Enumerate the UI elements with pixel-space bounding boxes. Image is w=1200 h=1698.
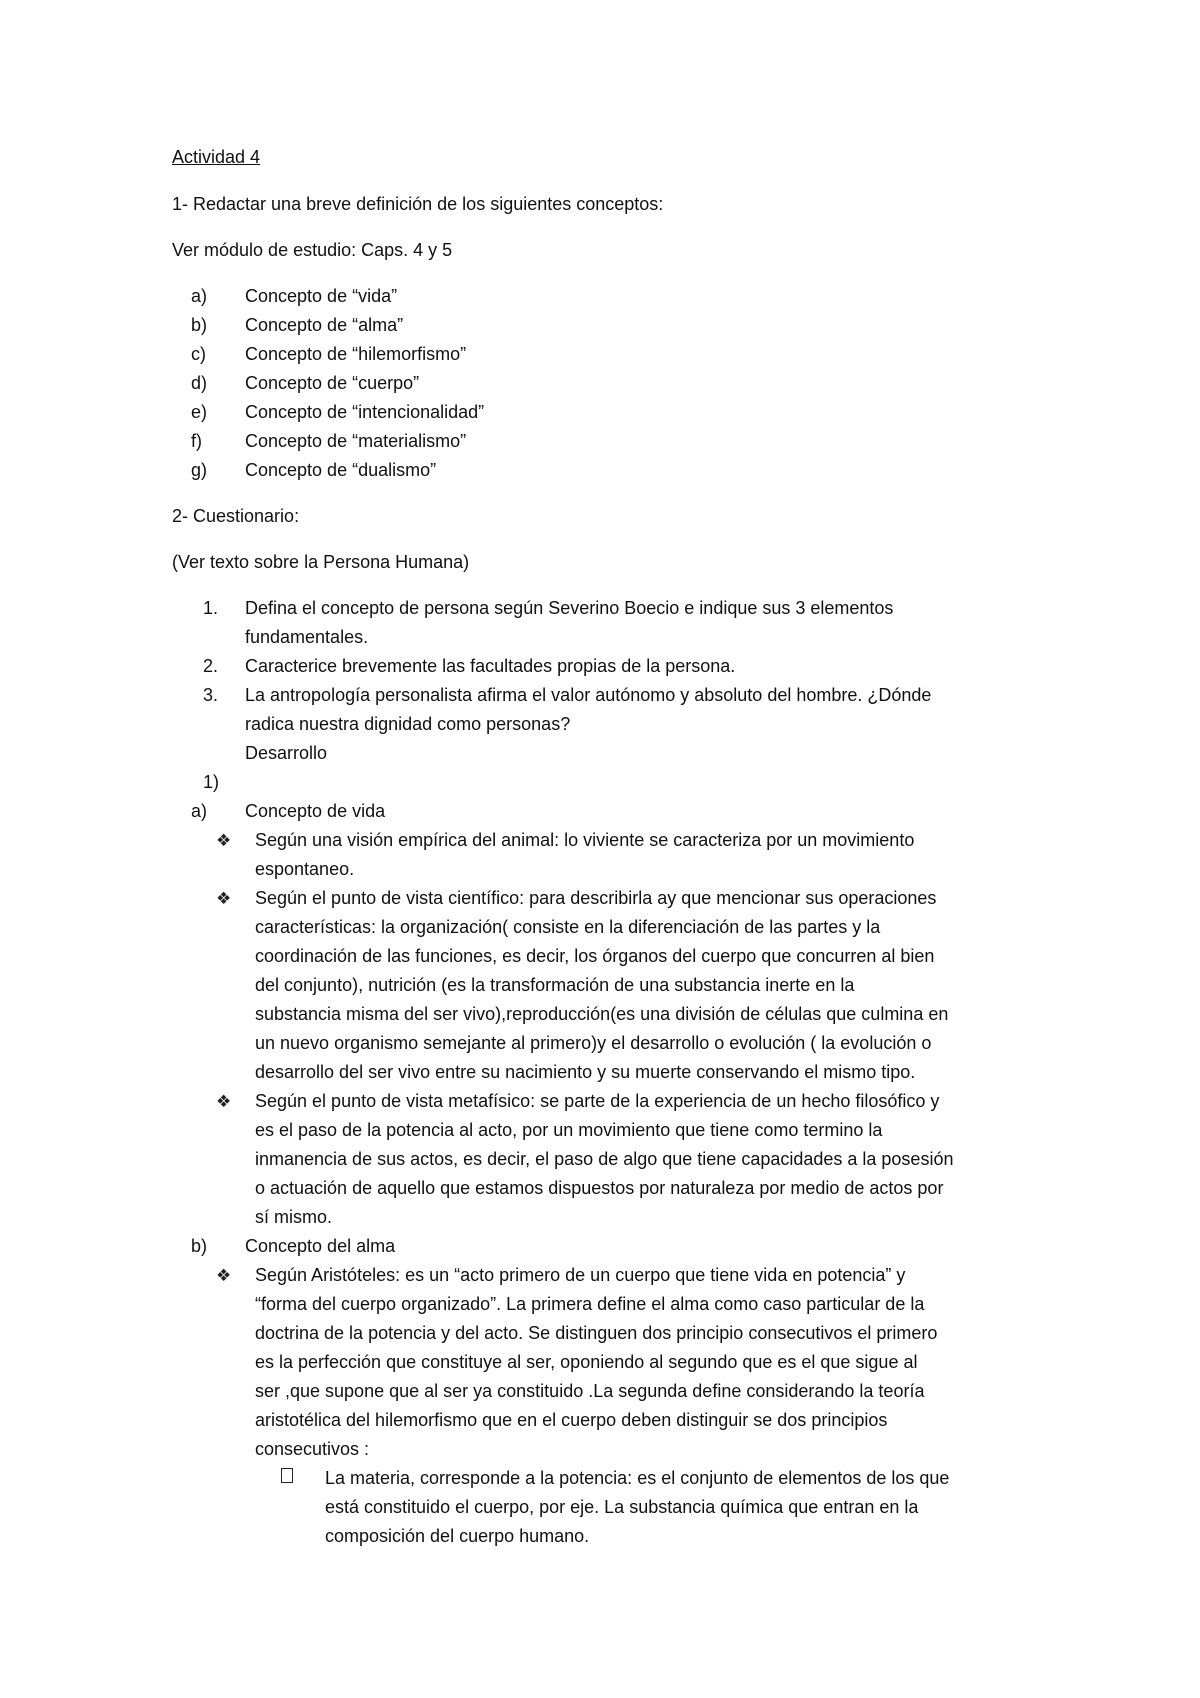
list-item-text: Concepto de “cuerpo” <box>245 373 420 393</box>
bullet-text: Según el punto de vista metafísico: se parte de la experiencia de un hecho filosófico y <box>255 1091 940 1111</box>
bullet-text: aristotélica del hilemorfismo que en el cuerpo deben distinguir se dos principios <box>255 1410 888 1430</box>
page-title: Actividad 4 <box>172 147 261 167</box>
bullet-text: Según Aristóteles: es un “acto primero de un cuerpo que tiene vida en potencia” y <box>255 1265 906 1285</box>
study-module-reference: Ver módulo de estudio: Caps. 4 y 5 <box>172 240 453 260</box>
list-marker: 1. <box>203 598 219 618</box>
list-marker: f) <box>191 431 202 451</box>
sub-bullet-text: está constituido el cuerpo, por eje. La substancia química que entran en la <box>325 1497 919 1517</box>
text-reference: (Ver texto sobre la Persona Humana) <box>172 552 470 572</box>
list-marker: 2. <box>203 656 219 676</box>
bullet-text: es el paso de la potencia al acto, por un movimiento que tiene como termino la <box>255 1120 883 1140</box>
list-marker: b) <box>191 315 208 335</box>
list-marker: b) <box>191 1236 208 1256</box>
list-marker: e) <box>191 402 208 422</box>
list-marker: g) <box>191 460 208 480</box>
bullet-text: doctrina de la potencia y del acto. Se distinguen dos principio consecutivos el primero <box>255 1323 938 1343</box>
bullet-text: ser ,que supone que al ser ya constituido .La segunda define considerando la teoría <box>255 1381 925 1401</box>
list-item-text: Caracterice brevemente las facultades propias de la persona. <box>245 656 736 676</box>
list-item-text: Concepto de “intencionalidad” <box>245 402 485 422</box>
sub-bullet-text: composición del cuerpo humano. <box>325 1526 590 1546</box>
list-marker: d) <box>191 373 208 393</box>
list-item-text: Defina el concepto de persona según Severino Boecio e indique sus 3 elementos <box>245 598 894 618</box>
answer-number: 1) <box>203 772 220 792</box>
list-marker: a) <box>191 801 208 821</box>
list-item-text: Concepto de “materialismo” <box>245 431 467 451</box>
bullet-text: del conjunto), nutrición (es la transformación de una substancia inerte en la <box>255 975 855 995</box>
list-item-text: fundamentales. <box>245 627 369 647</box>
diamond-bullet-icon: ❖ <box>216 889 232 908</box>
question-1-instruction: 1- Redactar una breve definición de los siguientes conceptos: <box>172 194 664 214</box>
bullet-text: es la perfección que constituye al ser, oponiendo al segundo que es el que sigue al <box>255 1352 918 1372</box>
bullet-text: espontaneo. <box>255 859 355 879</box>
list-marker: 3. <box>203 685 219 705</box>
bullet-text: sí mismo. <box>255 1207 333 1227</box>
bullet-text: Según el punto de vista científico: para describirla ay que mencionar sus operaciones <box>255 888 937 908</box>
box-bullet-icon <box>281 1468 293 1483</box>
section-heading-vida: Concepto de vida <box>245 801 386 821</box>
list-item-text: radica nuestra dignidad como personas? <box>245 714 571 734</box>
list-item-text: Concepto de “vida” <box>245 286 398 306</box>
question-2-heading: 2- Cuestionario: <box>172 506 300 526</box>
bullet-text: Según una visión empírica del animal: lo viviente se caracteriza por un movimiento <box>255 830 915 850</box>
sub-bullet-text: La materia, corresponde a la potencia: es el conjunto de elementos de los que <box>325 1468 950 1488</box>
list-item-text: Concepto de “alma” <box>245 315 404 335</box>
bullet-text: o actuación de aquello que estamos dispuestos por naturaleza por medio de actos por <box>255 1178 944 1198</box>
diamond-bullet-icon: ❖ <box>216 831 232 850</box>
list-item-text: Concepto de “hilemorfismo” <box>245 344 467 364</box>
bullet-text: consecutivos : <box>255 1439 370 1459</box>
bullet-text: características: la organización( consiste en la diferenciación de las partes y la <box>255 917 881 937</box>
list-marker: c) <box>191 344 206 364</box>
bullet-text: inmanencia de sus actos, es decir, el paso de algo que tiene capacidades a la posesión <box>255 1149 954 1169</box>
bullet-text: desarrollo del ser vivo entre su nacimiento y su muerte conservando el mismo tipo. <box>255 1062 916 1082</box>
list-item-text: Concepto de “dualismo” <box>245 460 437 480</box>
bullet-text: coordinación de las funciones, es decir, los órganos del cuerpo que concurren al bien <box>255 946 935 966</box>
list-marker: a) <box>191 286 208 306</box>
section-heading-alma: Concepto del alma <box>245 1236 396 1256</box>
list-item-text: La antropología personalista afirma el valor autónomo y absoluto del hombre. ¿Dónde <box>245 685 932 705</box>
diamond-bullet-icon: ❖ <box>216 1266 232 1285</box>
bullet-text: substancia misma del ser vivo),reproducción(es una división de células que culmina en <box>255 1004 949 1024</box>
development-heading: Desarrollo <box>245 743 328 763</box>
bullet-text: “forma del cuerpo organizado”. La primera define el alma como caso particular de la <box>255 1294 925 1314</box>
diamond-bullet-icon: ❖ <box>216 1092 232 1111</box>
bullet-text: un nuevo organismo semejante al primero)y el desarrollo o evolución ( la evolución o <box>255 1033 932 1053</box>
